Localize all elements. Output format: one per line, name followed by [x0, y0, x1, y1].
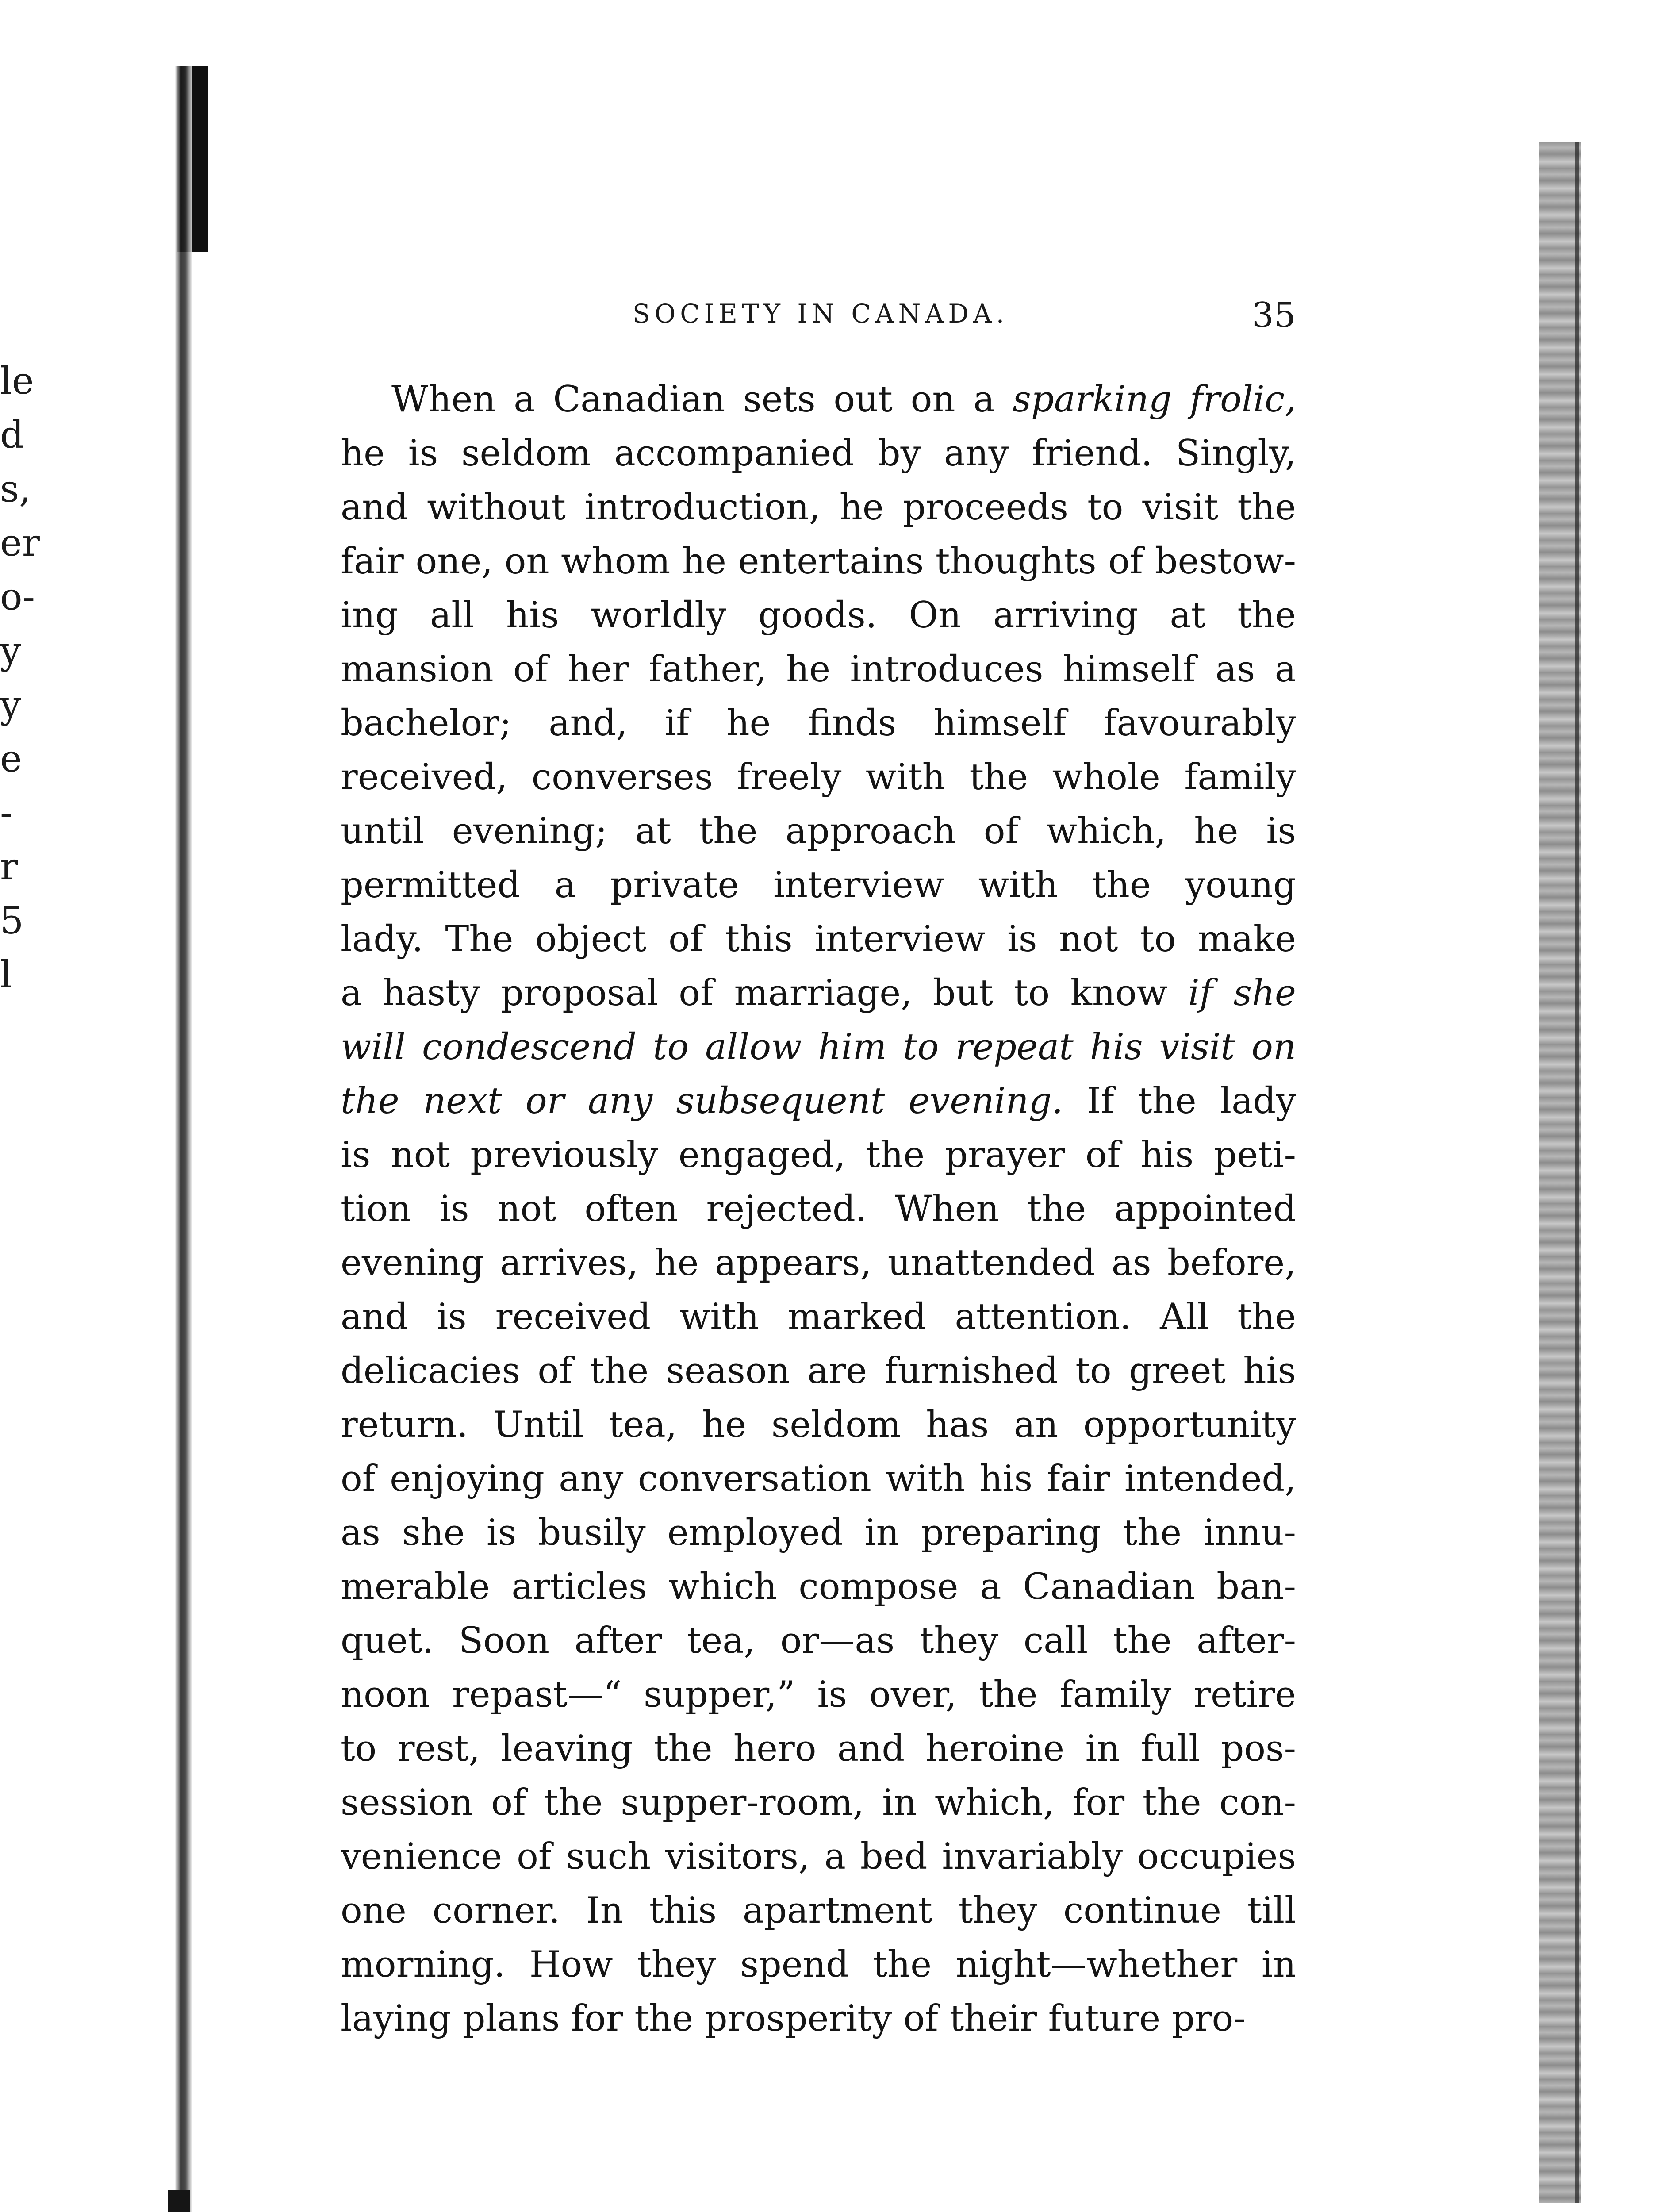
text-line: [341, 696, 1296, 750]
text-line: [341, 1722, 1296, 1776]
bleed-fragment: r: [0, 845, 18, 888]
text-line: [341, 804, 1296, 858]
italic-run: if she: [1188, 972, 1296, 1014]
text-run: laying plans for the prosperity of their future pro-: [341, 1998, 1246, 2039]
text-run: fair one, on whom he entertains thoughts of bestow-: [341, 541, 1296, 582]
text-line: [341, 1776, 1296, 1830]
text-line: [341, 1614, 1296, 1668]
text-run: of enjoying any conversation with his fair intended,: [341, 1458, 1296, 1500]
text-line: [341, 1560, 1296, 1614]
text-line: [341, 373, 1296, 426]
text-line: [341, 480, 1296, 534]
text-line: [341, 1830, 1296, 1884]
text-run: and is received with marked attention. All the: [341, 1296, 1296, 1338]
body-text: [341, 373, 1296, 2046]
text-line: [341, 1182, 1296, 1236]
text-run: tion is not often rejected. When the appointed: [341, 1188, 1296, 1230]
bleed-fragment: l: [0, 953, 12, 996]
text-line: [341, 426, 1296, 480]
text-line: [341, 642, 1296, 696]
text-run: If the lady: [1063, 1080, 1296, 1122]
text-line: [341, 1344, 1296, 1398]
text-line: [341, 1020, 1296, 1074]
text-run: noon repast—“ supper,” is over, the family retire: [341, 1674, 1296, 1716]
text-line: [341, 1668, 1296, 1722]
text-line: [341, 1452, 1296, 1506]
text-run: as she is busily employed in preparing the innu-: [341, 1512, 1296, 1554]
text-run: one corner. In this apartment they continue till: [341, 1890, 1296, 1932]
bleed-fragment: er: [0, 521, 40, 565]
text-line: [341, 1506, 1296, 1560]
text-run: ing all his worldly goods. On arriving at the: [341, 595, 1296, 636]
text-run: received, converses freely with the whole family: [341, 757, 1296, 798]
text-run: morning. How they spend the night—whether in: [341, 1944, 1296, 1985]
text-run: session of the supper-room, in which, for the con-: [341, 1782, 1296, 1824]
text-line: [341, 858, 1296, 912]
text-run: to rest, leaving the hero and heroine in full pos-: [341, 1728, 1296, 1770]
text-run: permitted a private interview with the young: [341, 864, 1296, 906]
text-run: mansion of her father, he introduces himself as a: [341, 649, 1296, 690]
text-run: bachelor; and, if he finds himself favourably: [341, 703, 1296, 744]
binding-shadow-left: [175, 66, 192, 2212]
running-head: SOCIETY IN CANADA.: [633, 299, 1009, 329]
text-line: [341, 750, 1296, 804]
italic-run: sparking frolic,: [1013, 379, 1296, 420]
bleed-fragment: le: [0, 359, 34, 403]
bleed-fragment: o-: [0, 575, 35, 618]
page-edge-line: [1575, 142, 1579, 2203]
facing-page-fragments: [0, 354, 53, 1002]
text-run: venience of such visitors, a bed invariably occupies: [341, 1836, 1296, 1878]
bleed-fragment: y: [0, 629, 21, 672]
text-line: [341, 534, 1296, 588]
text-run: lady. The object of this interview is not to make: [341, 918, 1296, 960]
text-run: delicacies of the season are furnished to greet his: [341, 1350, 1296, 1392]
text-run: merable articles which compose a Canadian ban-: [341, 1566, 1296, 1608]
text-run: evening arrives, he appears, unattended as before,: [341, 1242, 1296, 1284]
text-run: is not previously engaged, the prayer of his peti-: [341, 1134, 1296, 1176]
text-run: and without introduction, he proceeds to visit the: [341, 487, 1296, 528]
bleed-fragment: e: [0, 737, 22, 780]
binding-shadow-bottom: [168, 2190, 190, 2212]
text-line: [341, 912, 1296, 966]
text-line: [341, 588, 1296, 642]
bleed-fragment: d: [0, 413, 24, 457]
italic-run: the next or any subsequent evening.: [341, 1080, 1063, 1122]
text-line: [341, 1938, 1296, 1992]
page-number: 35: [1252, 296, 1296, 335]
text-run: a hasty proposal of marriage, but to know: [341, 972, 1188, 1014]
text-run: return. Until tea, he seldom has an opportunity: [341, 1404, 1296, 1446]
text-line: [341, 1992, 1296, 2046]
bleed-fragment: -: [0, 791, 13, 834]
text-line: [341, 966, 1296, 1020]
text-line: [341, 1884, 1296, 1938]
bleed-fragment: y: [0, 683, 21, 726]
text-line: [341, 1074, 1296, 1128]
text-run: quet. Soon after tea, or—as they call the after-: [341, 1620, 1296, 1662]
text-run: he is seldom accompanied by any friend. Singly,: [341, 433, 1296, 474]
text-line: [341, 1290, 1296, 1344]
text-line: [341, 1236, 1296, 1290]
text-run: When a Canadian sets out on a: [391, 379, 1013, 420]
text-line: [341, 1128, 1296, 1182]
text-run: until evening; at the approach of which, he is: [341, 810, 1296, 852]
text-line: [341, 1398, 1296, 1452]
bleed-fragment: 5: [0, 899, 24, 942]
italic-run: will condescend to allow him to repeat his visit on: [341, 1026, 1296, 1068]
bleed-fragment: s,: [0, 467, 31, 511]
